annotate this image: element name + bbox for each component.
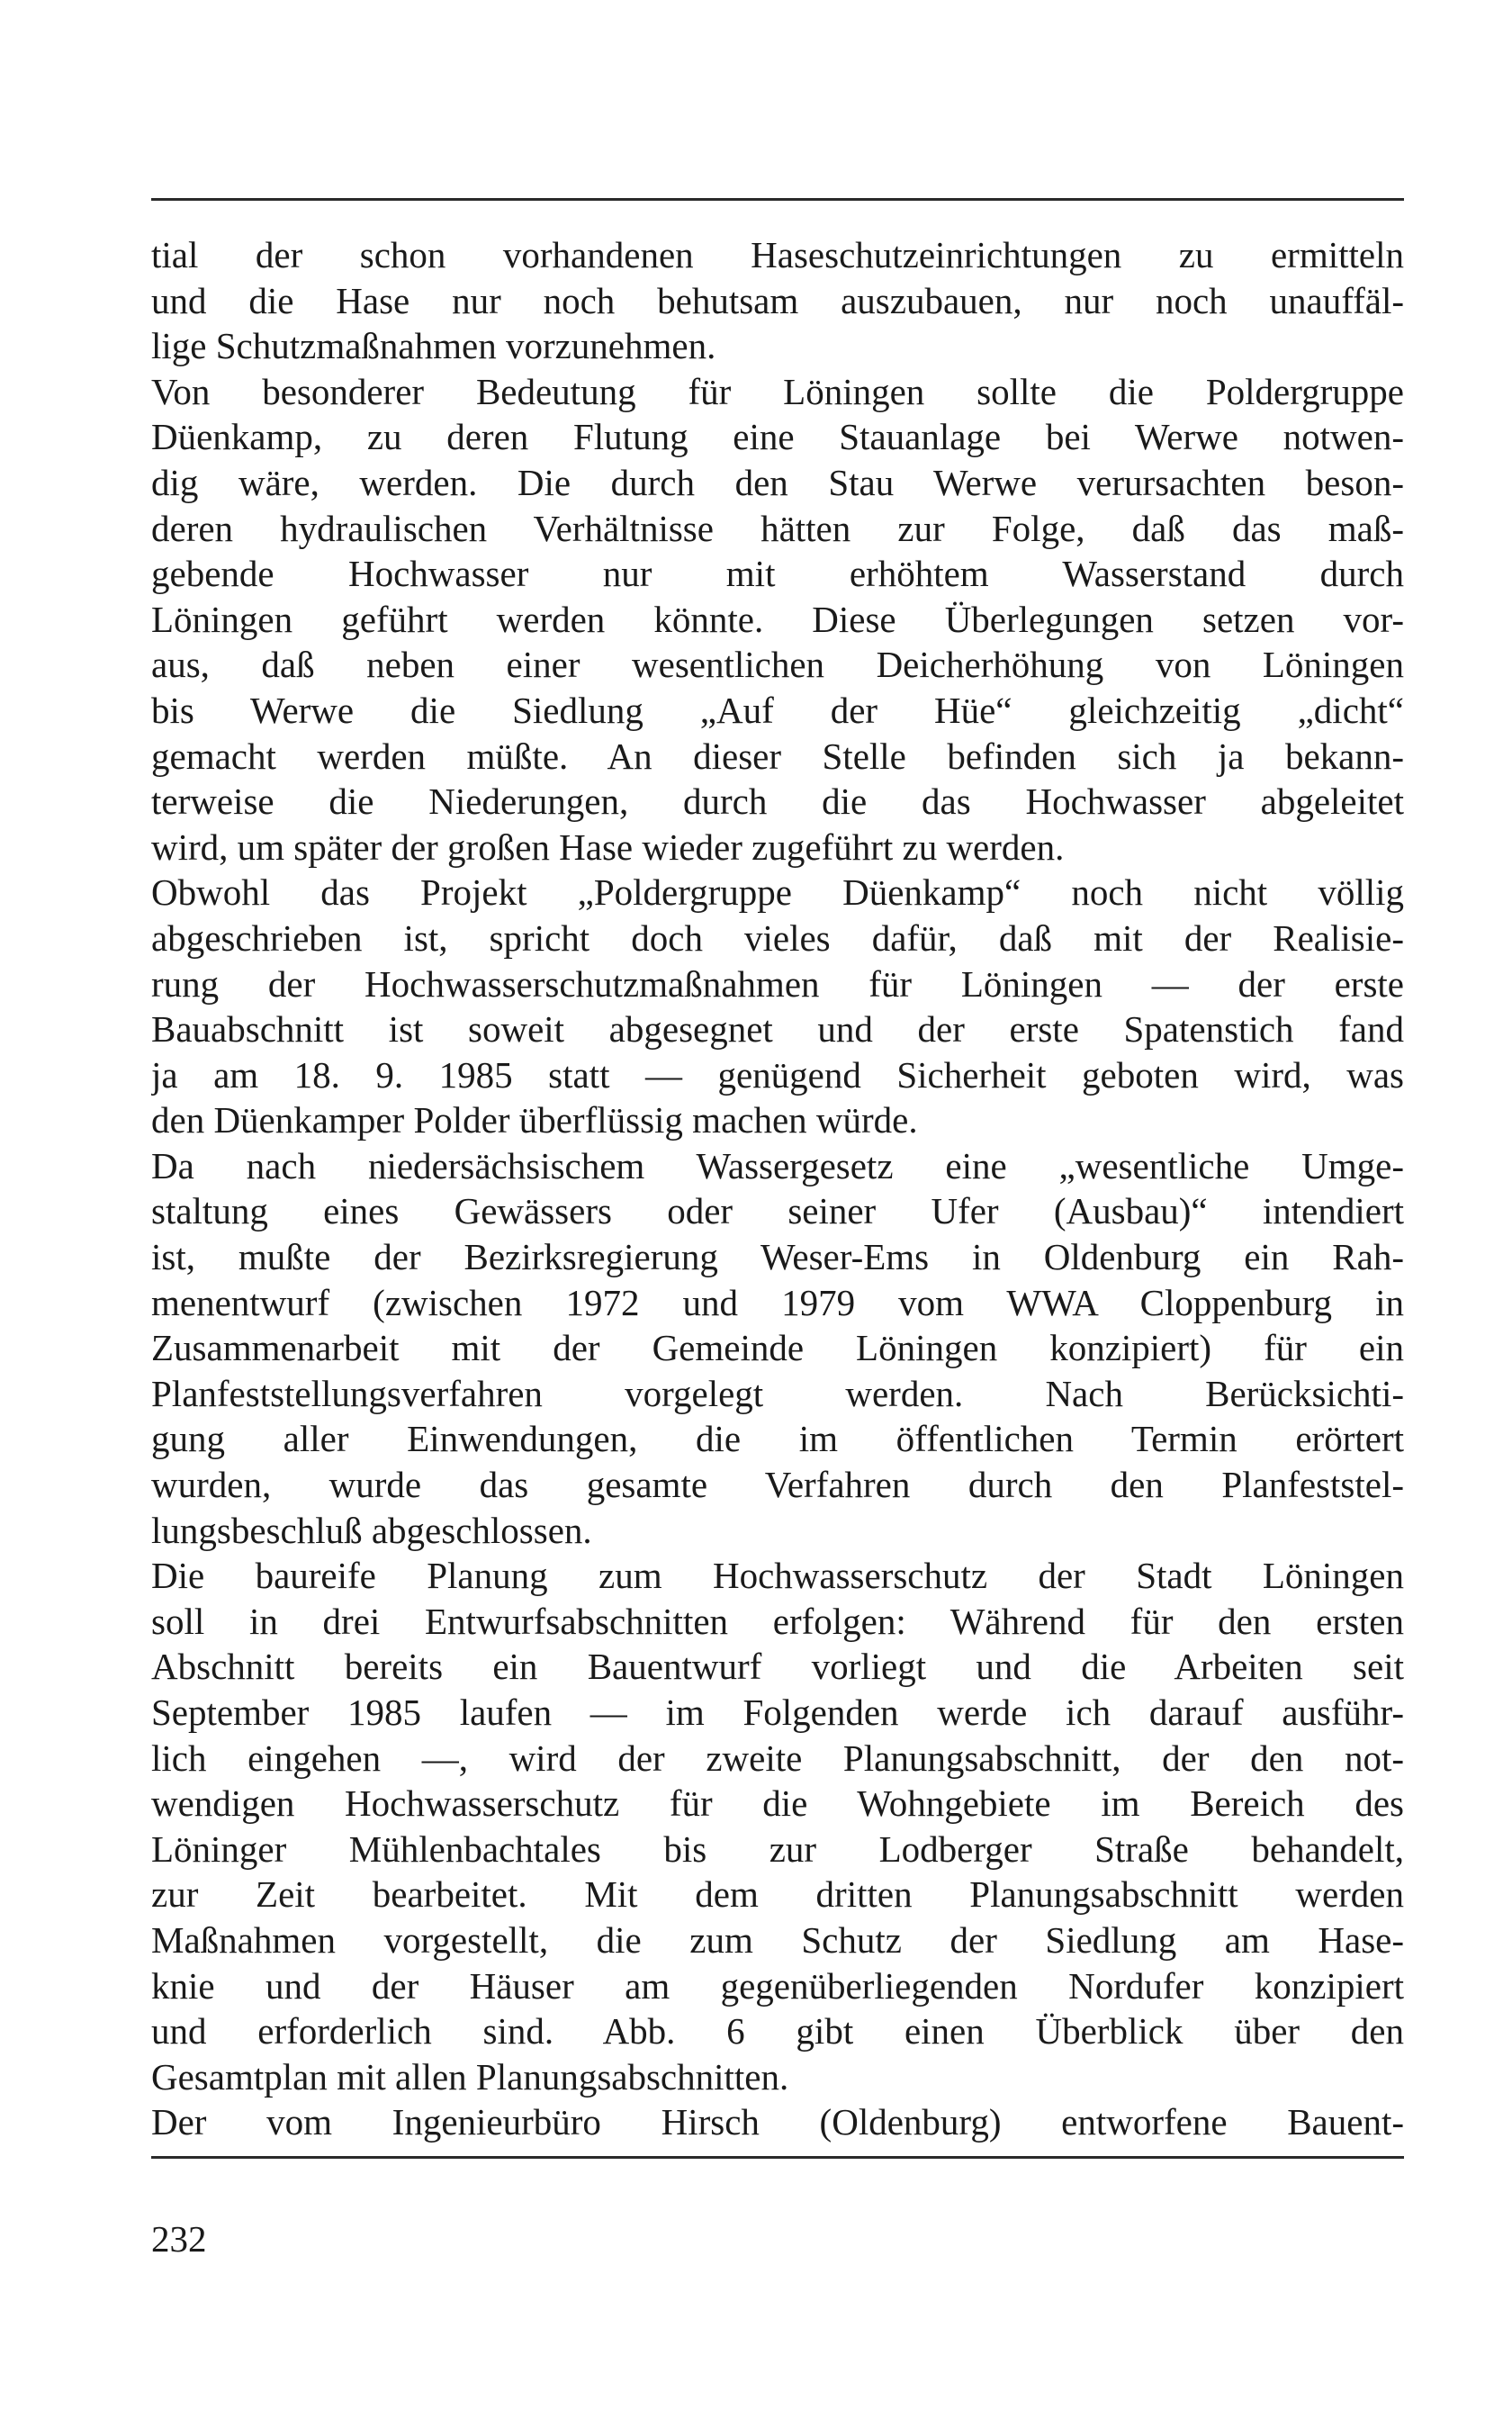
text-line: Obwohl das Projekt „Poldergruppe Düenkamp“ noch nicht völlig (151, 871, 1404, 914)
text-line: rung der Hochwasserschutzmaßnahmen für Löningen — der erste (151, 962, 1404, 1005)
text-line: gemacht werden müßte. An dieser Stelle befinden sich ja bekann- (151, 735, 1404, 777)
text-line: bis Werwe die Siedlung „Auf der Hüe“ gleichzeitig „dicht“ (151, 689, 1404, 731)
text-line: Die baureife Planung zum Hochwasserschutz der Stadt Löningen (151, 1555, 1404, 1597)
text-line: September 1985 laufen — im Folgenden werde ich darauf ausführ- (151, 1692, 1404, 1733)
text-line: soll in drei Entwurfsabschnitten erfolgen: Während für den ersten (151, 1600, 1404, 1642)
text-line: tial der schon vorhandenen Haseschutzeinrichtungen zu ermitteln (151, 234, 1404, 275)
bottom-rule (151, 2156, 1404, 2159)
text-line: Der vom Ingenieurbüro Hirsch (Oldenburg) entworfene Bauent- (151, 2101, 1404, 2143)
text-line: Abschnitt bereits ein Bauentwurf vorliegt und die Arbeiten seit (151, 1646, 1404, 1688)
text-line: wurden, wurde das gesamte Verfahren durch den Planfeststel- (151, 1464, 1404, 1506)
text-line: lungsbeschluß abgeschlossen. (151, 1509, 592, 1551)
body-text (151, 232, 1404, 2145)
text-line: Düenkamp, zu deren Flutung eine Stauanlage bei Werwe notwen- (151, 416, 1404, 458)
text-line: wird, um später der großen Hase wieder zugeführt zu werden. (151, 826, 1065, 868)
text-line: den Düenkamper Polder überflüssig machen würde. (151, 1099, 918, 1141)
text-line: staltung eines Gewässers oder seiner Ufer (Ausbau)“ intendiert (151, 1190, 1404, 1232)
text-line: ja am 18. 9. 1985 statt — genügend Sicherheit geboten wird, was (151, 1053, 1404, 1096)
text-line: zur Zeit bearbeitet. Mit dem dritten Planungsabschnitt werden (151, 1873, 1404, 1916)
text-line: ist, mußte der Bezirksregierung Weser-Ems in Oldenburg ein Rah- (151, 1236, 1404, 1278)
text-line: und die Hase nur noch behutsam auszubauen, nur noch unauffäl- (151, 279, 1404, 321)
text-line: deren hydraulischen Verhältnisse hätten zur Folge, daß das maß- (151, 507, 1404, 549)
text-line: Löninger Mühlenbachtales bis zur Lodberger Straße behandelt, (151, 1827, 1404, 1870)
text-line: Planfeststellungsverfahren vorgelegt werden. Nach Berücksichti- (151, 1372, 1404, 1414)
text-line: Gesamtplan mit allen Planungsabschnitten. (151, 2055, 789, 2098)
text-line: lich eingehen —, wird der zweite Planungsabschnitt, der den not- (151, 1737, 1404, 1779)
text-line: knie und der Häuser am gegenüberliegenden Nordufer konzipiert (151, 1964, 1404, 2007)
text-line: Von besonderer Bedeutung für Löningen sollte die Poldergruppe (151, 370, 1404, 412)
text-line: lige Schutzmaßnahmen vorzunehmen. (151, 325, 716, 367)
text-line: aus, daß neben einer wesentlichen Deicherhöhung von Löningen (151, 644, 1404, 686)
text-line: und erforderlich sind. Abb. 6 gibt einen Überblick über den (151, 2010, 1404, 2053)
text-line: wendigen Hochwasserschutz für die Wohngebiete im Bereich des (151, 1782, 1404, 1825)
text-line: gung aller Einwendungen, die im öffentlichen Termin erörtert (151, 1418, 1404, 1460)
text-line: Maßnahmen vorgestellt, die zum Schutz der Siedlung am Hase- (151, 1918, 1404, 1961)
text-line: gebende Hochwasser nur mit erhöhtem Wasserstand durch (151, 553, 1404, 595)
text-line: dig wäre, werden. Die durch den Stau Werwe verursachten beson- (151, 461, 1404, 503)
text-line: abgeschrieben ist, spricht doch vieles dafür, daß mit der Realisie- (151, 916, 1404, 959)
text-line: Zusammenarbeit mit der Gemeinde Löningen konzipiert) für ein (151, 1327, 1404, 1369)
text-line: Da nach niedersächsischem Wassergesetz eine „wesentliche Umge- (151, 1144, 1404, 1186)
top-rule (151, 198, 1404, 201)
page-number: 232 (151, 2218, 207, 2260)
text-line: menentwurf (zwischen 1972 und 1979 vom WWA Cloppenburg in (151, 1281, 1404, 1323)
text-line: Bauabschnitt ist soweit abgesegnet und der erste Spatenstich fand (151, 1008, 1404, 1051)
text-line: terweise die Niederungen, durch die das Hochwasser abgeleitet (151, 780, 1404, 823)
text-line: Löningen geführt werden könnte. Diese Überlegungen setzen vor- (151, 598, 1404, 640)
